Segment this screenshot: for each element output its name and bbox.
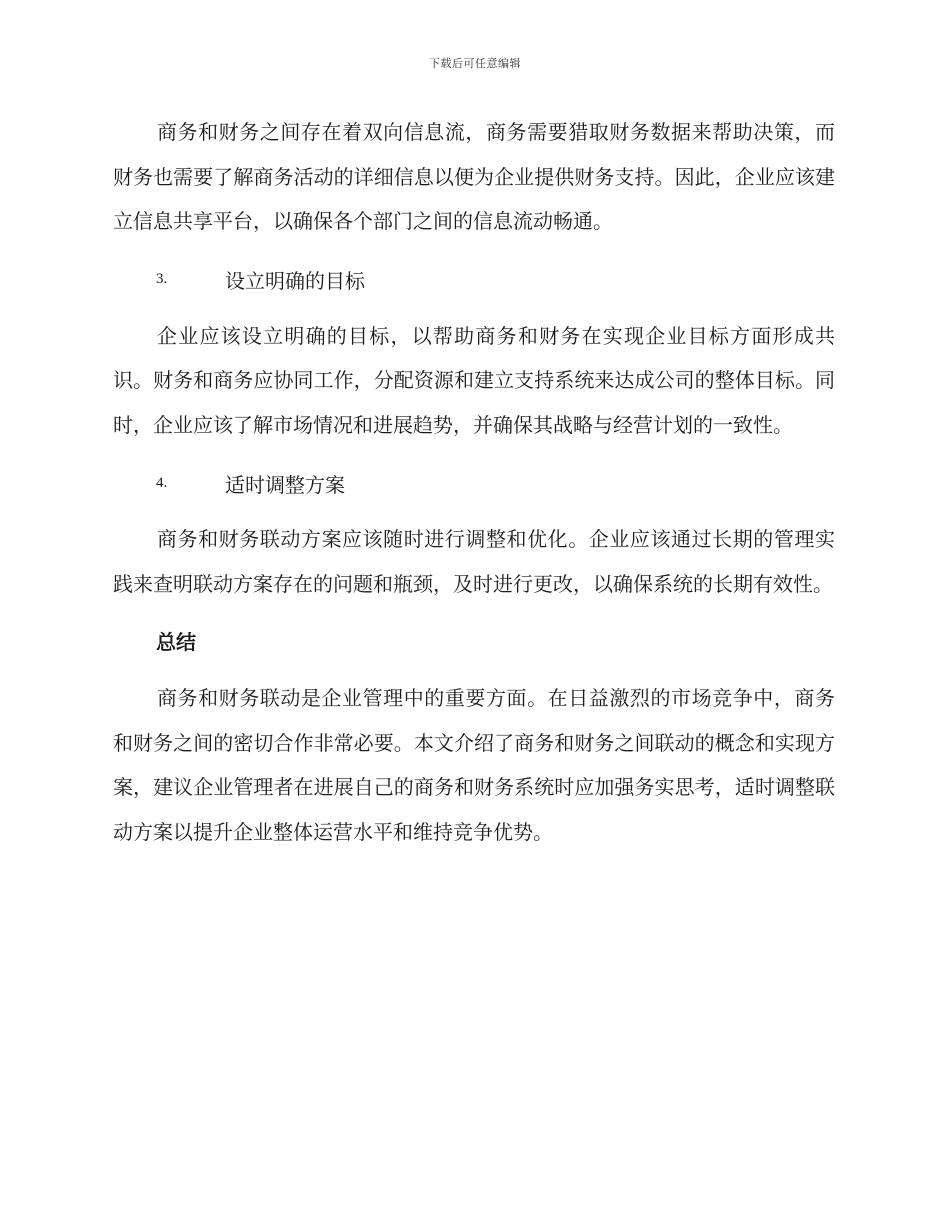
page-header: 下载后可任意编辑 bbox=[429, 57, 521, 70]
list-item-number: 4. bbox=[156, 474, 168, 491]
list-item-3 bbox=[113, 254, 835, 306]
document-body bbox=[113, 110, 835, 864]
list-item-4 bbox=[113, 457, 835, 509]
section-heading-summary: 总结 bbox=[156, 630, 196, 654]
paragraph-adjust-plan: 商务和财务联动方案应该随时进行调整和优化。企业应该通过长期的管理实践来查明联动方案存在的问题和瓶颈，及时进行更改，以确保系统的长期有效性。 bbox=[113, 527, 835, 596]
paragraph-clear-goals: 企业应该设立明确的目标，以帮助商务和财务在实现企业目标方面形成共识。财务和商务应协同工作，分配资源和建立支持系统来达成公司的整体目标。同时，企业应该了解市场情况和进展趋势，并确保其战略与经营计划的一致性。 bbox=[113, 323, 835, 437]
list-item-title: 适时调整方案 bbox=[225, 472, 345, 497]
paragraph-summary: 商务和财务联动是企业管理中的重要方面。在日益激烈的市场竞争中，商务和财务之间的密切合作非常必要。本文介绍了商务和财务之间联动的概念和实现方案，建议企业管理者在进展自己的商务和财务系统时应加强务实思考，适时调整联动方案以提升企业整体运营水平和维持竞争优势。 bbox=[113, 686, 835, 844]
paragraph-info-sharing: 商务和财务之间存在着双向信息流，商务需要猎取财务数据来帮助决策，而财务也需要了解商务活动的详细信息以便为企业提供财务支持。因此，企业应该建立信息共享平台，以确保各个部门之间的信息流动畅通。 bbox=[113, 120, 835, 233]
list-item-title: 设立明确的目标 bbox=[225, 269, 365, 293]
list-item-number: 3. bbox=[156, 271, 168, 287]
